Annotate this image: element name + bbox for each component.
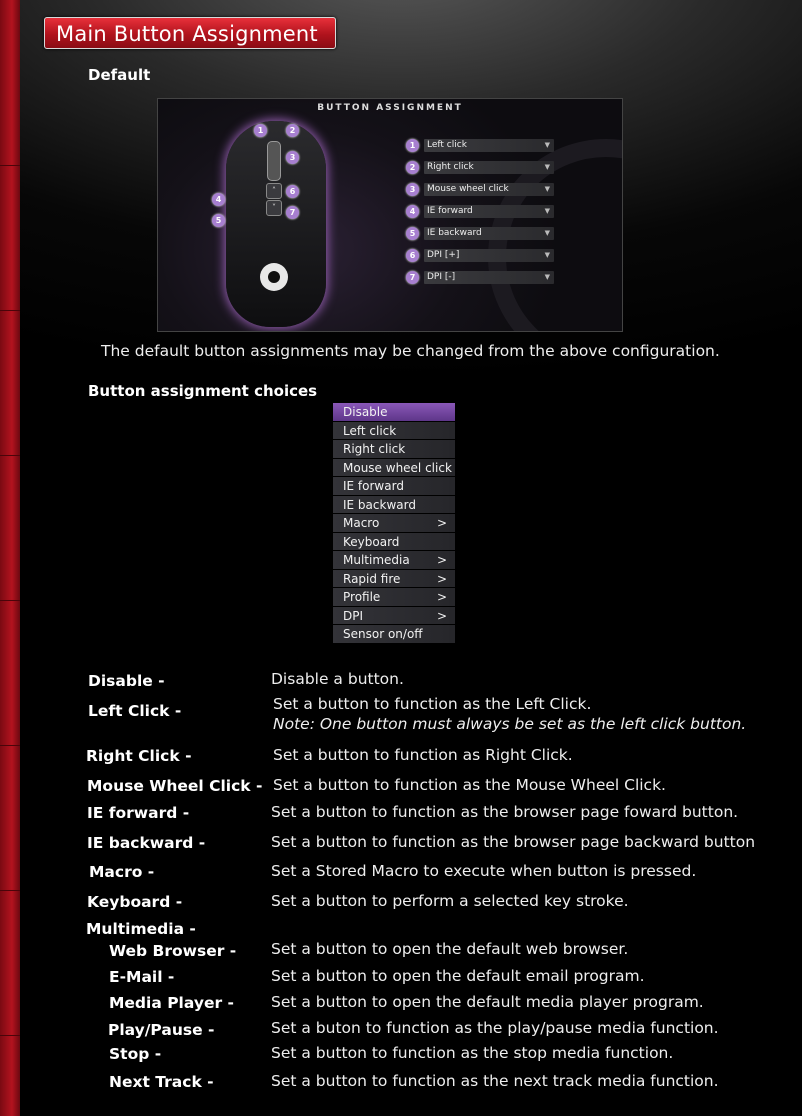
mouse-badge-2: 2 — [286, 124, 299, 137]
menu-item-label: Disable — [343, 405, 388, 419]
assignment-dropdown[interactable] — [424, 271, 554, 284]
mouse-badge-5: 5 — [212, 214, 225, 227]
dropdown-value: Mouse wheel click — [427, 184, 509, 194]
assignment-number: 2 — [406, 161, 419, 174]
bar-seam — [0, 455, 20, 456]
section-title: Main Button Assignment — [44, 17, 336, 49]
assignment-number: 1 — [406, 139, 419, 152]
definition-term: Disable - — [88, 672, 165, 690]
default-heading: Default — [88, 66, 151, 84]
chevron-right-icon: > — [436, 553, 447, 567]
dropdown-value: Left click — [427, 140, 467, 150]
menu-item-label: Mouse wheel click — [343, 460, 452, 475]
definition-text: Set a button to function as the stop media function. — [271, 1044, 674, 1062]
menu-item-keyboard[interactable] — [333, 533, 455, 551]
definition-text: Set a button to open the default web browser. — [271, 940, 629, 958]
chevron-down-icon: ▼ — [544, 229, 550, 237]
brand-logo-icon — [260, 263, 288, 291]
assignment-number: 3 — [406, 183, 419, 196]
bar-seam — [0, 890, 20, 891]
definition-note: Note: One button must always be set as the left click button. — [273, 715, 747, 733]
left-accent-bar — [0, 0, 20, 1116]
menu-item-ie-forward[interactable] — [333, 477, 455, 495]
definition-subterm: Web Browser - — [109, 942, 237, 960]
definition-text: Set a button to function as the Left Click. — [273, 695, 592, 713]
definition-text: Set a button to function as the next track media function. — [271, 1072, 719, 1090]
definition-term: Mouse Wheel Click - — [87, 777, 263, 795]
menu-item-macro[interactable] — [333, 514, 455, 532]
menu-item-label: IE forward — [343, 479, 404, 493]
menu-item-right-click[interactable] — [333, 440, 455, 458]
dropdown-value: IE backward — [427, 228, 482, 238]
menu-item-label: Macro — [343, 516, 380, 530]
menu-item-label: DPI — [343, 608, 364, 623]
dpi-up-button-icon: ˄ — [266, 183, 282, 199]
assignment-dropdown[interactable] — [424, 139, 554, 152]
definition-subterm: E-Mail - — [109, 968, 175, 986]
assignment-dropdown[interactable] — [424, 183, 554, 196]
chevron-right-icon: > — [436, 590, 447, 604]
assignment-number: 4 — [406, 205, 419, 218]
definition-subterm: Next Track - — [109, 1073, 214, 1091]
assignment-dropdown[interactable] — [424, 161, 554, 174]
assignment-dropdown[interactable] — [424, 249, 554, 262]
menu-item-label: Multimedia — [343, 553, 410, 567]
choices-heading: Button assignment choices — [88, 382, 318, 400]
definition-text: Set a button to perform a selected key stroke. — [271, 892, 629, 910]
dropdown-value: Right click — [427, 162, 474, 172]
definition-subterm: Play/Pause - — [108, 1021, 215, 1039]
bar-seam — [0, 745, 20, 746]
chevron-down-icon: ▼ — [544, 163, 550, 171]
menu-item-multimedia[interactable] — [333, 551, 455, 569]
bar-seam — [0, 1035, 20, 1036]
chevron-down-icon: ▼ — [544, 185, 550, 193]
scroll-wheel — [267, 141, 281, 181]
menu-item-label: Sensor on/off — [343, 627, 423, 641]
bar-seam — [0, 600, 20, 601]
definition-text: Set a button to function as the browser page backward button — [271, 833, 756, 851]
dpi-down-button-icon: ˅ — [266, 200, 282, 216]
menu-item-profile[interactable] — [333, 588, 455, 606]
definition-term: Keyboard - — [87, 893, 183, 911]
panel-title: BUTTON ASSIGNMENT — [317, 103, 463, 113]
definition-term: Right Click - — [86, 747, 192, 765]
chevron-down-icon: ▼ — [544, 141, 550, 149]
button-assignment-panel — [157, 98, 623, 332]
menu-item-label: Keyboard — [343, 534, 400, 549]
menu-item-label: Rapid fire — [343, 571, 401, 586]
definition-term: Macro - — [89, 863, 155, 881]
chevron-right-icon: > — [436, 571, 447, 586]
chevron-right-icon: > — [436, 516, 447, 530]
definition-text: Set a Stored Macro to execute when button is pressed. — [271, 862, 697, 880]
chevron-down-icon: ▼ — [544, 207, 550, 215]
definition-text: Disable a button. — [271, 670, 404, 688]
definition-text: Set a buton to function as the play/pause media function. — [271, 1019, 719, 1037]
mouse-image — [226, 121, 326, 327]
menu-item-rapid-fire[interactable] — [333, 570, 455, 588]
menu-item-label: Right click — [343, 442, 406, 456]
chevron-down-icon: ▼ — [544, 273, 550, 281]
definition-term: Left Click - — [88, 702, 182, 720]
bar-seam — [0, 310, 20, 311]
definition-text: Set a button to function as Right Click. — [273, 746, 573, 764]
assignment-dropdown[interactable] — [424, 205, 554, 218]
dropdown-value: IE forward — [427, 206, 473, 216]
menu-item-disable[interactable] — [333, 403, 455, 421]
mouse-badge-1: 1 — [254, 124, 267, 137]
definition-subterm: Stop - — [109, 1045, 162, 1063]
mouse-badge-3: 3 — [286, 151, 299, 164]
mouse-badge-7: 7 — [286, 206, 299, 219]
menu-item-ie-backward[interactable] — [333, 496, 455, 514]
mouse-badge-6: 6 — [286, 185, 299, 198]
definition-term: IE backward - — [87, 834, 206, 852]
menu-item-label: Profile — [343, 590, 381, 604]
assignment-number: 7 — [406, 271, 419, 284]
assignment-choices-menu — [333, 403, 455, 644]
mouse-badge-4: 4 — [212, 193, 225, 206]
chevron-down-icon: ▼ — [544, 251, 550, 259]
assignment-number: 5 — [406, 227, 419, 240]
definition-text: Set a button to function as the browser page foward button. — [271, 803, 739, 821]
menu-item-dpi[interactable] — [333, 607, 455, 625]
dropdown-value: DPI [+] — [427, 250, 460, 260]
definition-term: Multimedia - — [86, 920, 196, 938]
definition-subterm: Media Player - — [109, 994, 234, 1012]
menu-item-label: IE backward — [343, 497, 416, 512]
menu-item-sensor-on-off[interactable] — [333, 625, 455, 643]
chevron-right-icon: > — [436, 608, 447, 623]
definition-text: Set a button to open the default email program. — [271, 967, 645, 985]
dropdown-value: DPI [-] — [427, 272, 456, 282]
default-caption: The default button assignments may be changed from the above configuration. — [101, 342, 720, 360]
definition-text: Set a button to open the default media player program. — [271, 993, 704, 1011]
menu-item-mouse-wheel-click[interactable] — [333, 459, 455, 477]
assignment-number: 6 — [406, 249, 419, 262]
menu-item-left-click[interactable] — [333, 422, 455, 440]
definition-text: Set a button to function as the Mouse Wheel Click. — [273, 776, 666, 794]
menu-item-label: Left click — [343, 423, 397, 438]
assignment-dropdown[interactable] — [424, 227, 554, 240]
bar-seam — [0, 165, 20, 166]
definition-term: IE forward - — [87, 804, 190, 822]
